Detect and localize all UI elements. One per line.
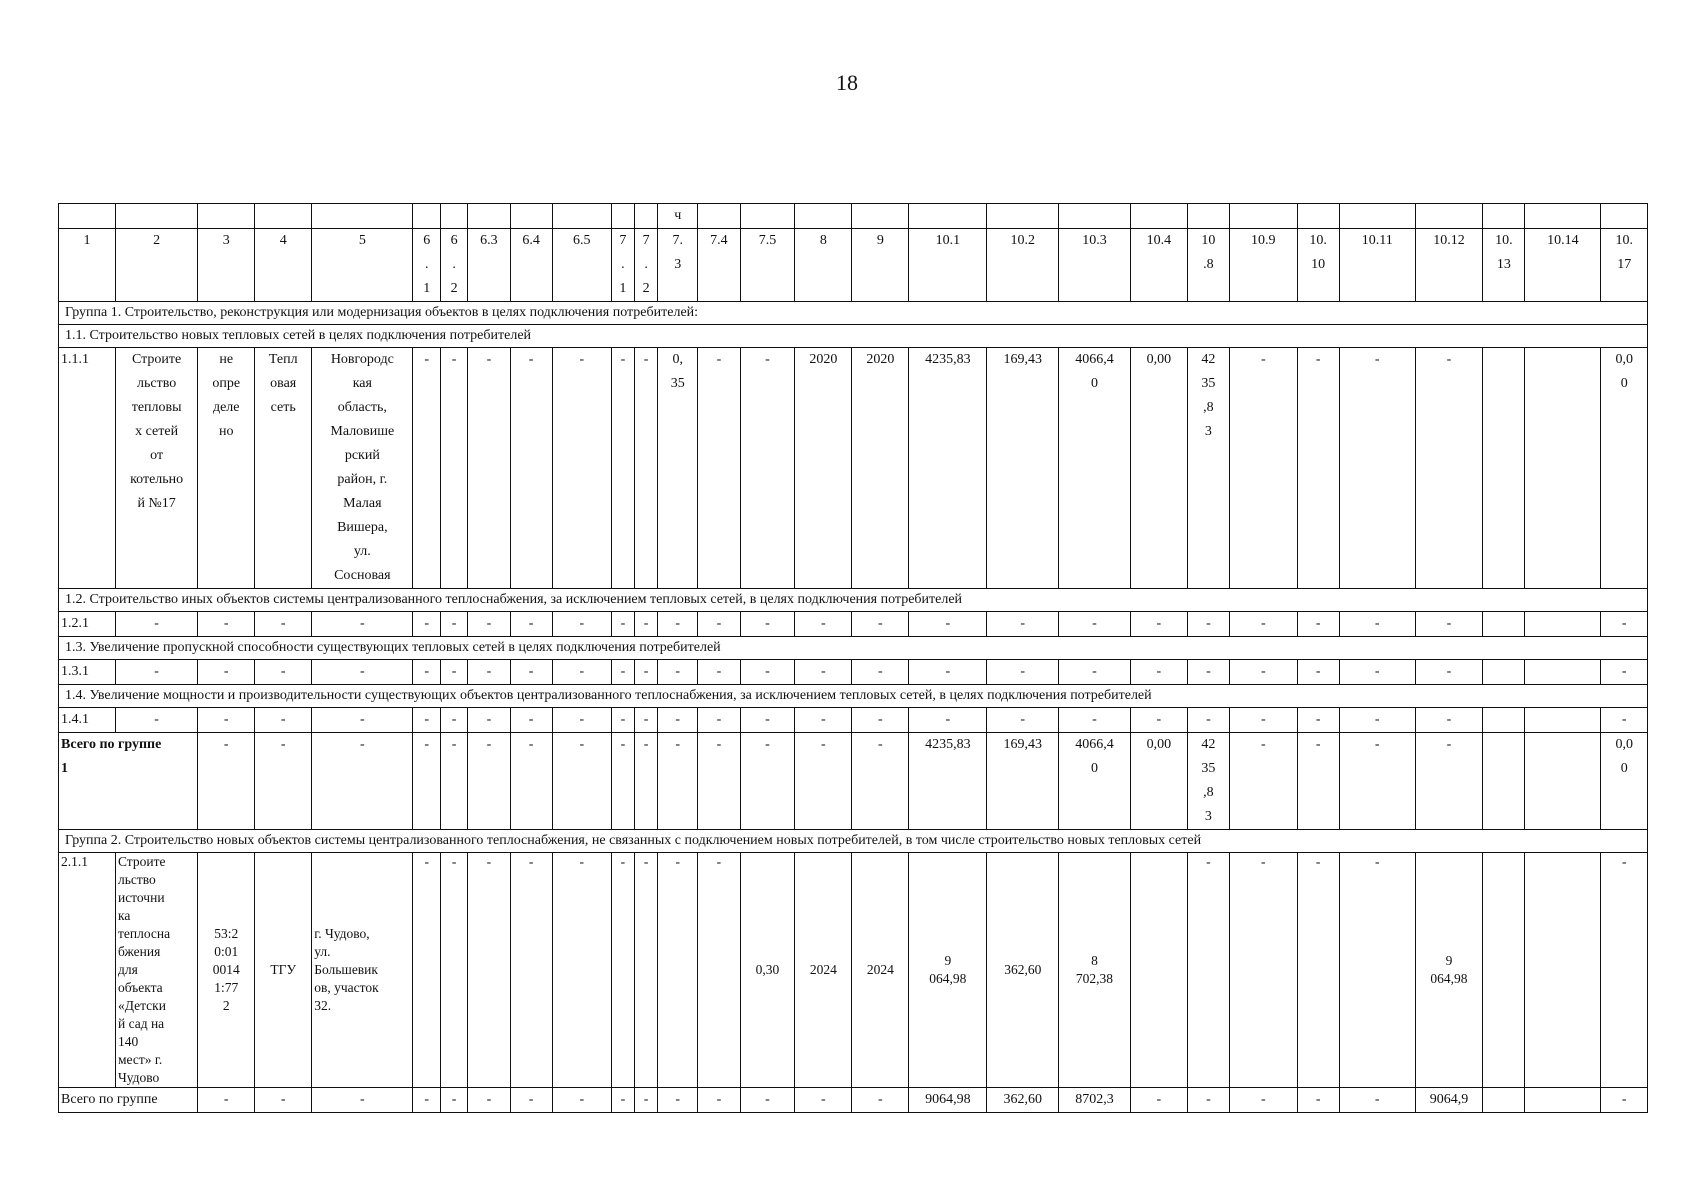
table-cell: - xyxy=(115,660,197,685)
table-cell: 9 xyxy=(852,229,909,302)
table-cell: - xyxy=(795,660,852,685)
section-title: Группа 2. Строительство новых объектов системы централизованного теплоснабжения, не связанных с подключением новых потребителей, в том числе строительство новых тепловых сетей xyxy=(59,830,1648,853)
table-cell: - xyxy=(468,733,510,830)
table-cell xyxy=(1059,204,1131,229)
table-cell: - xyxy=(1059,708,1131,733)
table-cell: - xyxy=(468,1088,510,1113)
table-cell xyxy=(115,204,197,229)
table-cell: - xyxy=(635,853,658,1088)
table-cell: 1.4.1 xyxy=(59,708,116,733)
table-cell: - xyxy=(1187,612,1229,637)
table-cell xyxy=(909,204,987,229)
table-cell xyxy=(1525,708,1601,733)
table-cell: - xyxy=(635,348,658,589)
table-cell xyxy=(1525,733,1601,830)
table-cell: - xyxy=(611,853,634,1088)
table-cell: Всего по группе xyxy=(59,1088,198,1113)
table-cell: - xyxy=(468,348,510,589)
table-cell: - xyxy=(740,660,795,685)
table-cell: - xyxy=(1601,612,1648,637)
table-cell xyxy=(413,204,440,229)
table-cell: - xyxy=(658,853,698,1088)
table-cell xyxy=(1483,660,1525,685)
table-cell: - xyxy=(1187,853,1229,1088)
table-cell xyxy=(1339,204,1415,229)
table-cell: ч xyxy=(658,204,698,229)
table-cell: 6 . 1 xyxy=(413,229,440,302)
table-cell: - xyxy=(795,733,852,830)
table-cell: 0,0 0 xyxy=(1601,348,1648,589)
table-cell: 1.1.1 xyxy=(59,348,116,589)
table-cell: - xyxy=(635,1088,658,1113)
table-cell: - xyxy=(635,733,658,830)
table-cell: 2020 xyxy=(852,348,909,589)
table-cell: Строите льство источни ка теплосна бжения для объекта «Детски й сад на 140 мест» г. Чудово xyxy=(115,853,197,1088)
table-cell: 2020 xyxy=(795,348,852,589)
table-cell: 7 . 2 xyxy=(635,229,658,302)
table-cell: 10 .8 xyxy=(1187,229,1229,302)
table-cell: 10.9 xyxy=(1230,229,1298,302)
table-cell: - xyxy=(468,853,510,1088)
table-cell: - xyxy=(852,612,909,637)
section-1-4-heading xyxy=(59,685,1648,708)
table-cell: - xyxy=(255,1088,312,1113)
table-cell: 8702,3 xyxy=(1059,1088,1131,1113)
table-cell: - xyxy=(440,660,467,685)
table-cell: - xyxy=(852,660,909,685)
table-cell: 7 . 1 xyxy=(611,229,634,302)
table-cell: - xyxy=(255,660,312,685)
table-cell xyxy=(1483,612,1525,637)
table-cell: 2.1.1 xyxy=(59,853,116,1088)
table-cell: - xyxy=(1339,348,1415,589)
table-cell: 0,00 xyxy=(1130,733,1187,830)
group-1-heading xyxy=(59,302,1648,325)
page-number: 18 xyxy=(836,70,858,95)
table-cell: - xyxy=(1297,348,1339,589)
table-cell: - xyxy=(468,660,510,685)
table-cell: 3 xyxy=(198,229,255,302)
table-cell: - xyxy=(658,660,698,685)
table-cell: 6.5 xyxy=(552,229,611,302)
table-cell: - xyxy=(698,660,740,685)
table-cell xyxy=(1187,204,1229,229)
table-cell: - xyxy=(468,708,510,733)
table-cell xyxy=(440,204,467,229)
table-cell: - xyxy=(440,733,467,830)
table-cell: - xyxy=(1601,853,1648,1088)
table-cell: - xyxy=(440,348,467,589)
table-cell: - xyxy=(510,733,552,830)
table-cell: 0, 35 xyxy=(658,348,698,589)
table-cell: - xyxy=(698,612,740,637)
table-cell: Тепл овая сеть xyxy=(255,348,312,589)
table-cell xyxy=(1525,612,1601,637)
table-cell: - xyxy=(1230,612,1298,637)
table-cell: Строите льство тепловы х сетей от котельно й №17 xyxy=(115,348,197,589)
table-cell xyxy=(468,204,510,229)
table-cell: - xyxy=(198,612,255,637)
table-cell xyxy=(795,204,852,229)
table-cell: - xyxy=(909,612,987,637)
table-cell: - xyxy=(795,612,852,637)
column-number-row xyxy=(59,229,1648,302)
table-cell: - xyxy=(413,660,440,685)
table-cell xyxy=(1297,204,1339,229)
table-cell xyxy=(852,204,909,229)
table-cell: - xyxy=(698,708,740,733)
table-cell: - xyxy=(1601,1088,1648,1113)
table-cell: 10. 13 xyxy=(1483,229,1525,302)
table-cell: - xyxy=(611,733,634,830)
table-cell: - xyxy=(740,348,795,589)
table-cell: - xyxy=(611,612,634,637)
table-cell: - xyxy=(1130,708,1187,733)
table-cell: - xyxy=(1230,660,1298,685)
table-cell: - xyxy=(611,708,634,733)
table-cell: - xyxy=(1187,708,1229,733)
table-cell: 362,60 xyxy=(987,1088,1059,1113)
table-cell: - xyxy=(115,612,197,637)
table-cell: 9064,9 xyxy=(1415,1088,1483,1113)
table-cell: - xyxy=(552,1088,611,1113)
table-cell: 10.4 xyxy=(1130,229,1187,302)
table-cell xyxy=(1130,853,1187,1088)
table-cell: 8 702,38 xyxy=(1059,853,1131,1088)
table-cell: - xyxy=(510,853,552,1088)
table-cell: - xyxy=(658,612,698,637)
table-cell: - xyxy=(413,348,440,589)
table-cell: - xyxy=(635,660,658,685)
table-cell: - xyxy=(740,708,795,733)
section-1-2-heading xyxy=(59,589,1648,612)
section-title: 1.4. Увеличение мощности и производительности существующих объектов централизованного теплоснабжения, за исключением тепловых сетей, в целях подключения потребителей xyxy=(59,685,1648,708)
table-cell: - xyxy=(468,612,510,637)
table-cell: 5 xyxy=(312,229,413,302)
row-1-4-1 xyxy=(59,708,1648,733)
table-cell: 53:2 0:01 0014 1:77 2 xyxy=(198,853,255,1088)
table-cell: - xyxy=(440,612,467,637)
table-cell: г. Чудово, ул. Большевик ов, участок 32. xyxy=(312,853,413,1088)
table-cell: - xyxy=(1415,612,1483,637)
section-title: Группа 1. Строительство, реконструкция или модернизация объектов в целях подключения потребителей: xyxy=(59,302,1648,325)
table-cell: - xyxy=(611,348,634,589)
table-cell: 4066,4 0 xyxy=(1059,348,1131,589)
table-cell: - xyxy=(852,1088,909,1113)
table-cell: - xyxy=(312,1088,413,1113)
table-cell xyxy=(1483,708,1525,733)
table-cell: - xyxy=(1339,1088,1415,1113)
table-cell: - xyxy=(413,733,440,830)
table-cell: - xyxy=(1297,660,1339,685)
table-cell: - xyxy=(1339,660,1415,685)
table-cell: - xyxy=(1415,733,1483,830)
table-cell: - xyxy=(698,1088,740,1113)
row-1-3-1 xyxy=(59,660,1648,685)
table-cell: - xyxy=(413,612,440,637)
total-group-2-row xyxy=(59,1088,1648,1113)
table-cell xyxy=(552,204,611,229)
table-cell: - xyxy=(312,708,413,733)
table-cell: - xyxy=(698,348,740,589)
table-cell: 1 xyxy=(59,229,116,302)
table-cell: - xyxy=(1059,660,1131,685)
table-cell: - xyxy=(1230,1088,1298,1113)
table-cell xyxy=(255,204,312,229)
table-cell: - xyxy=(740,612,795,637)
table-cell: 2024 xyxy=(852,853,909,1088)
table-cell: - xyxy=(795,1088,852,1113)
table-cell: - xyxy=(1059,612,1131,637)
table-cell: - xyxy=(1297,733,1339,830)
table-cell xyxy=(312,204,413,229)
group-2-heading xyxy=(59,830,1648,853)
table-cell xyxy=(611,204,634,229)
table-cell: - xyxy=(510,612,552,637)
table-cell: 362,60 xyxy=(987,853,1059,1088)
table-cell: - xyxy=(255,733,312,830)
table-cell: - xyxy=(1415,660,1483,685)
table-cell: - xyxy=(552,733,611,830)
row-1-2-1 xyxy=(59,612,1648,637)
section-title: 1.3. Увеличение пропускной способности существующих тепловых сетей в целях подключения потребителей xyxy=(59,637,1648,660)
table-cell: 6.4 xyxy=(510,229,552,302)
table-cell: - xyxy=(1230,853,1298,1088)
table-cell xyxy=(987,204,1059,229)
table-cell: - xyxy=(987,612,1059,637)
table-cell: 0,0 0 xyxy=(1601,733,1648,830)
table-cell: 1.2.1 xyxy=(59,612,116,637)
table-cell xyxy=(1130,204,1187,229)
table-cell xyxy=(510,204,552,229)
table-cell: ТГУ xyxy=(255,853,312,1088)
table-cell: 0,00 xyxy=(1130,348,1187,589)
table-cell: - xyxy=(1130,660,1187,685)
table-cell: - xyxy=(198,660,255,685)
table-cell xyxy=(635,204,658,229)
table-cell: - xyxy=(552,660,611,685)
table-cell: - xyxy=(1230,733,1298,830)
table-cell: - xyxy=(1130,1088,1187,1113)
table-cell: 10.3 xyxy=(1059,229,1131,302)
table-cell: - xyxy=(1601,708,1648,733)
table-cell: - xyxy=(413,1088,440,1113)
table-cell: - xyxy=(1339,612,1415,637)
table-cell: - xyxy=(552,612,611,637)
table-cell: - xyxy=(740,733,795,830)
table-cell xyxy=(1601,204,1648,229)
table-cell: - xyxy=(552,348,611,589)
table-cell: - xyxy=(1230,708,1298,733)
table-cell: - xyxy=(1339,708,1415,733)
table-cell: - xyxy=(852,733,909,830)
table-cell: - xyxy=(611,1088,634,1113)
table-cell: 8 xyxy=(795,229,852,302)
table-cell xyxy=(198,204,255,229)
table-cell xyxy=(1525,348,1601,589)
table-cell: 2 xyxy=(115,229,197,302)
table-cell: 10.12 xyxy=(1415,229,1483,302)
table-cell: - xyxy=(1130,612,1187,637)
table-cell xyxy=(1230,204,1298,229)
table-cell xyxy=(1483,853,1525,1088)
table-cell: Всего по группе 1 xyxy=(59,733,198,830)
table-cell: - xyxy=(510,660,552,685)
table-cell: - xyxy=(440,708,467,733)
table-cell: 6.3 xyxy=(468,229,510,302)
table-cell: 10.11 xyxy=(1339,229,1415,302)
table-cell: - xyxy=(255,708,312,733)
table-cell: - xyxy=(413,708,440,733)
table-cell: 169,43 xyxy=(987,348,1059,589)
table-cell: 9 064,98 xyxy=(909,853,987,1088)
table-cell: - xyxy=(1415,348,1483,589)
section-title: 1.2. Строительство иных объектов системы централизованного теплоснабжения, за исключением тепловых сетей, в целях подключения потребителей xyxy=(59,589,1648,612)
table-cell: - xyxy=(987,660,1059,685)
table-cell xyxy=(1483,1088,1525,1113)
table-cell: 10.1 xyxy=(909,229,987,302)
table-cell xyxy=(1525,204,1601,229)
table-cell: 4066,4 0 xyxy=(1059,733,1131,830)
table-cell: - xyxy=(1339,733,1415,830)
table-cell: - xyxy=(1297,708,1339,733)
table-cell: - xyxy=(1297,1088,1339,1113)
table-cell: - xyxy=(115,708,197,733)
table-cell: - xyxy=(510,708,552,733)
table-cell: 9 064,98 xyxy=(1415,853,1483,1088)
table-cell: - xyxy=(658,733,698,830)
table-cell: 4235,83 xyxy=(909,348,987,589)
table-cell: 4235,83 xyxy=(909,733,987,830)
table-cell: - xyxy=(1297,612,1339,637)
table-cell: 10.14 xyxy=(1525,229,1601,302)
table-cell: - xyxy=(1187,660,1229,685)
table-cell: - xyxy=(611,660,634,685)
table-cell: - xyxy=(198,708,255,733)
table-cell xyxy=(1525,660,1601,685)
table-cell: - xyxy=(635,612,658,637)
table-cell: - xyxy=(440,1088,467,1113)
table-cell: - xyxy=(255,612,312,637)
total-group-1-row xyxy=(59,733,1648,830)
investment-program-table xyxy=(58,203,1648,1113)
table-cell: - xyxy=(909,660,987,685)
table-cell: Новгородс кая область, Маловише рский район, г. Малая Вишера, ул. Сосновая xyxy=(312,348,413,589)
table-cell: - xyxy=(312,612,413,637)
table-cell: - xyxy=(510,1088,552,1113)
section-1-1-heading xyxy=(59,325,1648,348)
table-cell: - xyxy=(740,1088,795,1113)
table-cell xyxy=(1483,733,1525,830)
table-cell: 42 35 ,8 3 xyxy=(1187,348,1229,589)
table-cell: - xyxy=(552,853,611,1088)
table-cell xyxy=(1483,348,1525,589)
row-2-1-1 xyxy=(59,853,1648,1088)
table-cell: - xyxy=(1339,853,1415,1088)
table-cell: 169,43 xyxy=(987,733,1059,830)
table-cell: - xyxy=(198,1088,255,1113)
table-cell: - xyxy=(312,660,413,685)
table-cell: 6 . 2 xyxy=(440,229,467,302)
table-cell: 7. 3 xyxy=(658,229,698,302)
row-1-1-1 xyxy=(59,348,1648,589)
table-cell: - xyxy=(1230,348,1298,589)
table-cell xyxy=(59,204,116,229)
table-cell xyxy=(1483,204,1525,229)
table-cell: - xyxy=(1297,853,1339,1088)
table-cell xyxy=(740,204,795,229)
table-cell: - xyxy=(698,853,740,1088)
table-cell: 9064,98 xyxy=(909,1088,987,1113)
table-cell: - xyxy=(312,733,413,830)
table-cell: - xyxy=(1415,708,1483,733)
table-cell: - xyxy=(658,1088,698,1113)
table-cell: не опре деле но xyxy=(198,348,255,589)
table-cell xyxy=(1525,1088,1601,1113)
top-row xyxy=(59,204,1648,229)
table-cell: 42 35 ,8 3 xyxy=(1187,733,1229,830)
table-cell: - xyxy=(1601,660,1648,685)
table-cell: 10. 10 xyxy=(1297,229,1339,302)
table-cell xyxy=(1415,204,1483,229)
table-cell: - xyxy=(987,708,1059,733)
table-cell: - xyxy=(658,708,698,733)
table-cell: 0,30 xyxy=(740,853,795,1088)
table-cell: 7.5 xyxy=(740,229,795,302)
table-cell: 1.3.1 xyxy=(59,660,116,685)
table-cell: - xyxy=(698,733,740,830)
table-cell: - xyxy=(552,708,611,733)
table-cell: - xyxy=(198,733,255,830)
table-cell: 10.2 xyxy=(987,229,1059,302)
table-cell xyxy=(698,204,740,229)
table-cell: 2024 xyxy=(795,853,852,1088)
table-cell: - xyxy=(852,708,909,733)
table-cell: 10. 17 xyxy=(1601,229,1648,302)
table-cell: - xyxy=(795,708,852,733)
table-cell: - xyxy=(909,708,987,733)
table-cell xyxy=(1525,853,1601,1088)
table-cell: - xyxy=(510,348,552,589)
table-cell: 4 xyxy=(255,229,312,302)
table-cell: - xyxy=(413,853,440,1088)
table-cell: 7.4 xyxy=(698,229,740,302)
section-title: 1.1. Строительство новых тепловых сетей в целях подключения потребителей xyxy=(59,325,1648,348)
table-cell: - xyxy=(635,708,658,733)
table-cell: - xyxy=(440,853,467,1088)
section-1-3-heading xyxy=(59,637,1648,660)
table-cell: - xyxy=(1187,1088,1229,1113)
